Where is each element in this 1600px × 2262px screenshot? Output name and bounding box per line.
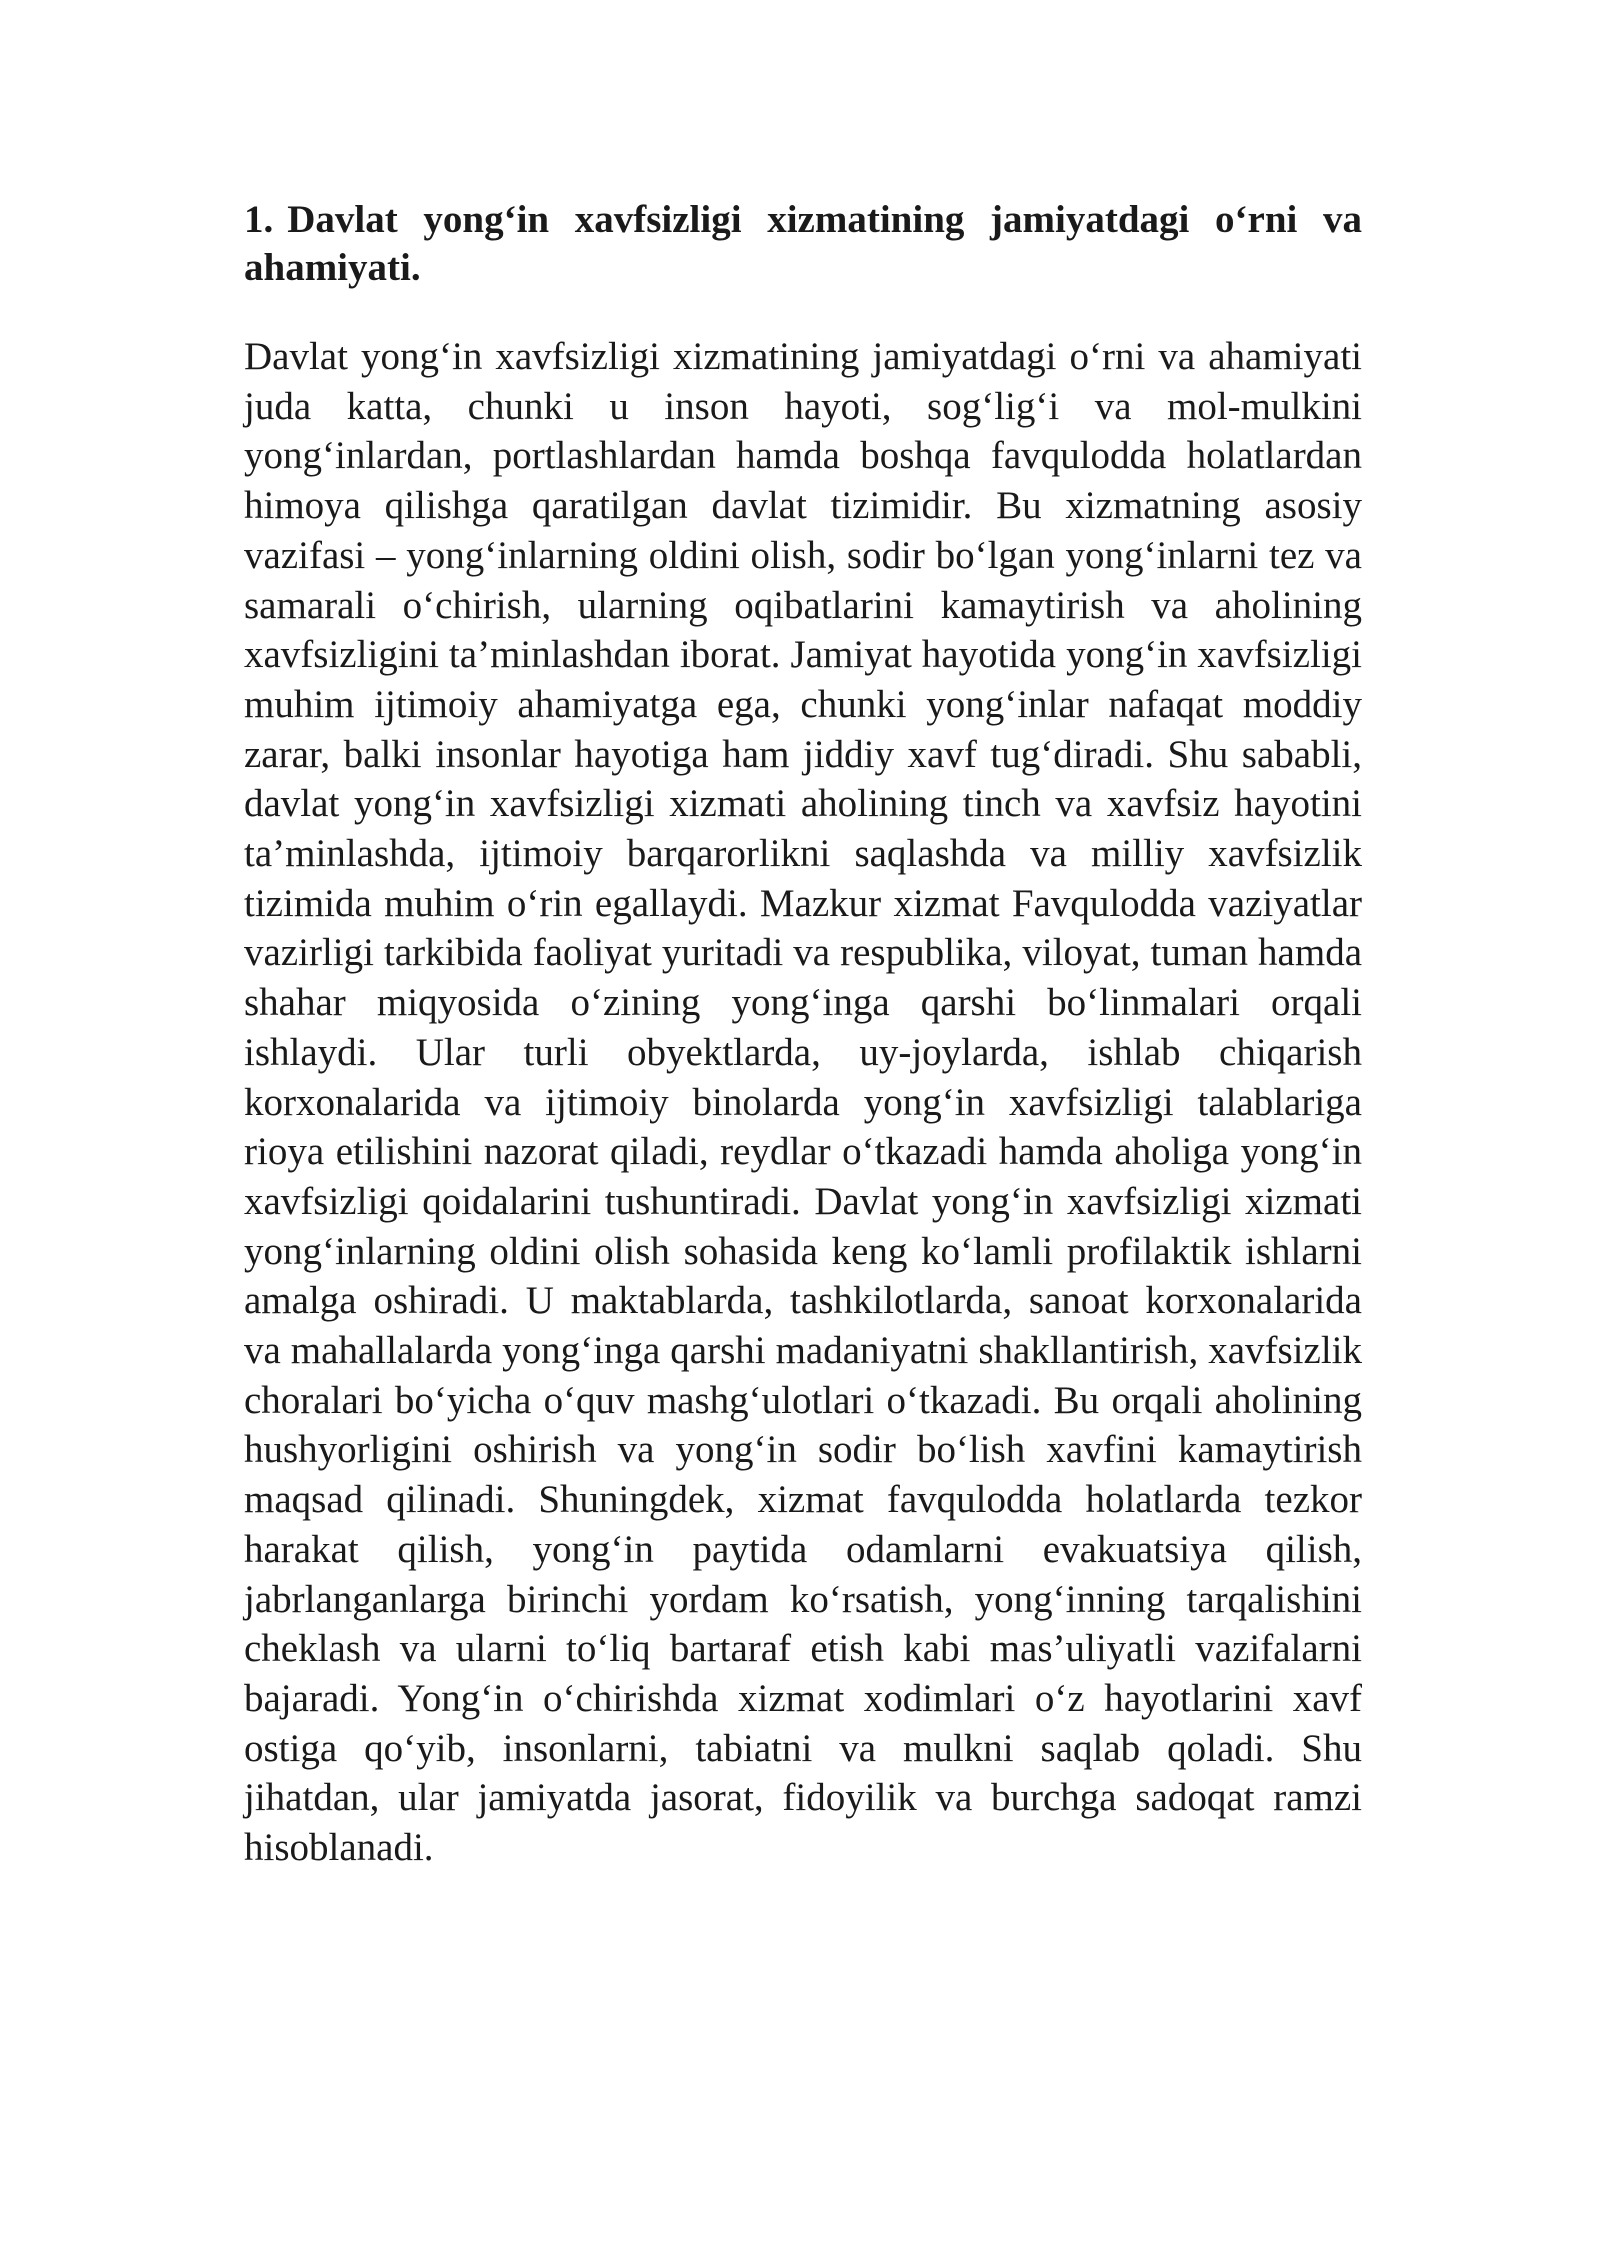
body-paragraph: Davlat yong‘in xavfsizligi xizmatining jamiyatdagi o‘rni va ahamiyati juda katta, chunki u inson hayoti, sog‘lig‘i va mol-mulkini yong‘inlardan, portlashlardan hamda boshqa favqulodda holatlardan himoya qilishga qaratilgan davlat tizimidir. Bu xizmatning asosiy vazifasi – yong‘inlarning oldini olish, sodir bo‘lgan yong‘inlarni tez va samarali o‘chirish, ularning oqibatlarini kamaytirish va aholining xavfsizligini ta’minlashdan iborat. Jamiyat hayotida yong‘in xavfsizligi muhim ijtimoiy ahamiyatga ega, chunki yong‘inlar nafaqat moddiy zarar, balki insonlar hayotiga ham jiddiy xavf tug‘diradi. Shu sababli, davlat yong‘in xavfsizligi xizmati aholining tinch va xavfsiz hayotini ta’minlashda, ijtimoiy barqarorlikni saqlashda va milliy xavfsizlik tizimida muhim o‘rin egallaydi. Mazkur xizmat Favqulodda vaziyatlar vazirligi tarkibida faoliyat yuritadi va respublika, viloyat, tuman hamda shahar miqyosida o‘zining yong‘inga qarshi bo‘linmalari orqali ishlaydi. Ular turli obyektlarda, uy-joylarda, ishlab chiqarish korxonalarida va ijtimoiy binolarda yong‘in xavfsizligi talablariga rioya etilishini nazorat qiladi, reydlar o‘tkazadi hamda aholiga yong‘in xavfsizligi qoidalarini tushuntiradi. Davlat yong‘in xavfsizligi xizmati yong‘inlarning oldini olish sohasida keng ko‘lamli profilaktik ishlarni amalga oshiradi. U maktablarda, tashkilotlarda, sanoat korxonalarida va mahallalarda yong‘inga qarshi madaniyatni shakllantirish, xavfsizlik choralari bo‘yicha o‘quv mashg‘ulotlari o‘tkazadi. Bu orqali aholining hushyorligini oshirish va yong‘in sodir bo‘lish xavfini kamaytirish maqsad qilinadi. Shuningdek, xizmat favqulodda holatlarda tezkor harakat qilish, yong‘in paytida odamlarni evakuatsiya qilish, jabrlanganlarga birinchi yordam ko‘rsatish, yong‘inning tarqalishini cheklash va ularni to‘liq bartaraf etish kabi mas’uliyatli vazifalarni bajaradi. Yong‘in o‘chirishda xizmat xodimlari o‘z hayotlarini xavf ostiga qo‘yib, insonlarni, tabiatni va mulkni saqlab qoladi. Shu jihatdan, ular jamiyatda jasorat, fidoyilik va burchga sadoqat ramzi hisoblanadi. — [244, 335, 1362, 1870]
document-content — [244, 196, 1362, 1873]
section-title: Davlat yong‘in xavfsizligi xizmatining jamiyatdagi o‘rni va ahamiyati. — [244, 198, 1362, 289]
section-number: 1. — [244, 198, 274, 241]
section-heading — [244, 196, 1362, 292]
